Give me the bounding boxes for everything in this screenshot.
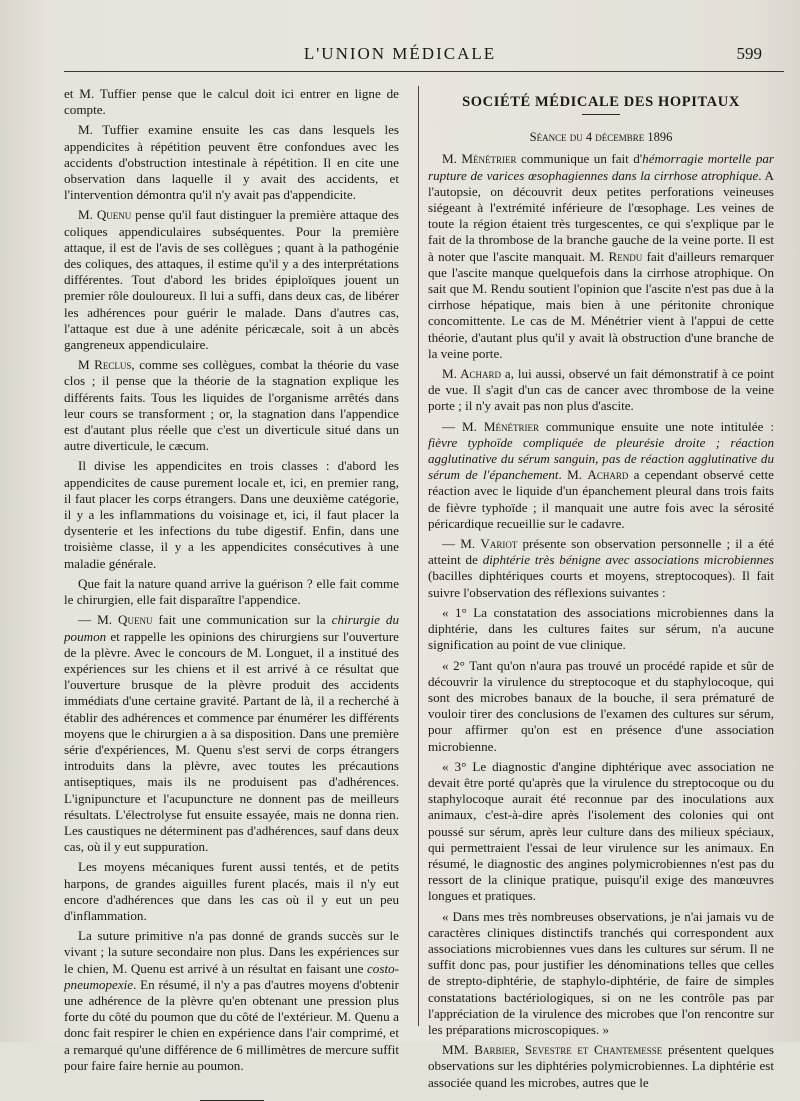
- column-divider: [418, 86, 419, 1026]
- speaker-name: Rendu: [608, 248, 643, 264]
- speaker-name: Variot: [480, 536, 518, 552]
- italic-topic: fièvre typhoïde compliquée de pleurésie droite ; réaction agglutinative du sérum sanguin, pas de réaction agglutinative du sérum de l'épanchement: [428, 434, 774, 483]
- speaker-name: M. Ménétrier: [442, 151, 517, 167]
- paragraph: [428, 536, 774, 601]
- paragraph-text: et M. Tuffier pense que le calcul doit ici entrer en ligne de compte.: [64, 86, 399, 118]
- italic-term: costo-pneumopexie: [64, 960, 399, 992]
- paragraph-text: « 3° Le diagnostic d'angine diphtérique avec association ne devait être porté qu'après que la virulence du streptocoque ou du staphylocoque aurait été reconnue par des inoculations aux animaux, c'est-à-dire après l'isolement des colonies qui ont poussé sur sérum, après leur culture dans des milieux spéciaux, qui permettraient l'essai de leur virulence sur les animaux. En résumé, le diagnostic des angines polymicrobiennes n'est pas du ressort de la clinique pratique, puisqu'il exige des manœuvres longues et pratiques.: [428, 758, 774, 904]
- dash-prefix: — M.: [78, 612, 118, 628]
- paragraph-text: « Dans mes très nombreuses observations, je n'ai jamais vu de caractères cliniques distinctifs tranchés qui correspondent aux associations microbiennes vues dans les cultures sur sérum. Il ne suffit donc pas, pour justifier les dénominations telles que celles de strepto-diphtérie, de staphylo-diphtérie, de faire de simples constatations bactériologiques, si on ne les contrôle pas par l'appréciation de la virulence des microbes que l'on rencontre sur les préparations microscopiques. »: [428, 908, 774, 1037]
- paragraph-text: M. Tuffier examine ensuite les cas dans lesquels les appendicites à répétition peuvent être confondues avec les accidents d'obstruction intestinale à répétition. Il en cite une observation dans laquelle il y avait des accidents, et l'intervention démontra qu'il n'y avait pas d'appendicite.: [64, 122, 399, 203]
- paragraph-text: . A l'autopsie, on découvrit deux petites perforations veineuses siégeant à l'extrémité inférieure de l'œsophage. Les veines de toute la région étaient très turgescentes, ce qui s'explique par le fait de la thrombose de la branche gauche de la veine porte. Il est à noter que l'ascite manquait. M.: [428, 167, 775, 264]
- right-column: [428, 86, 775, 1090]
- paragraph-text: et rappelle les opinions des chirurgiens sur l'ouverture de la plèvre. Avec le concours de M. Longuet, il a institué des expériences sur les chiens et il est arrivé à ce résultat que l'ouverture brusque de la plèvre produit des accidents immédiats d'une certaine gravité. Partant de là, il a recherché à établir des adhérences et commence par énumérer les différents moyens que le chirurgien a à sa disposition. Dans une première série d'expériences, M. Quenu s'est servi de corps étrangers introduits dans la plèvre, avec toutes les précautions antiseptiques, mais ils ne produisent pas d'adhérences. L'ignipuncture et l'acupuncture ne donnent pas de meilleurs résultats. L'électrolyse fut ensuite essayée, mais ne donna rien. Les caustiques ne déterminent pas d'adhérences, sauf dans deux cas, où il y eut suppuration.: [64, 628, 399, 855]
- left-column: [64, 86, 399, 1073]
- paragraph: [428, 366, 774, 415]
- speaker-name: MM. Barbier, Sevestre et Chantemesse: [442, 1042, 663, 1058]
- paragraph: [428, 419, 774, 532]
- paragraph: [64, 86, 399, 118]
- dash-prefix: — M.: [442, 536, 481, 552]
- page-number: 599: [736, 44, 762, 63]
- journal-title: L'UNION MÉDICALE: [303, 44, 497, 63]
- paragraph: [428, 1042, 774, 1091]
- paragraph-text: pense qu'il faut distinguer la première attaque des coliques appendiculaires subséquentes. Pour la première attaque, il est de l'avis de ses collègues ; quant à la pathogénie des coliques, des attaques, il estime qu'il y a des interprétations différentes. Tout d'abord les brides épiploïques jouent un premier rôle douloureux. Il lui a suffi, dans deux cas, de libérer les adhérences pour guérir le malade. Dans d'autres cas, l'attaque est due à une adénite péricæcale, soit à un abcès gangreneux appendiculaire.: [64, 207, 399, 353]
- speaker-name: Ménétrier: [483, 418, 539, 434]
- paragraph: [428, 909, 774, 1039]
- paragraph-text: La suture primitive n'a pas donné de grands succès sur le vivant ; la suture secondaire non plus. Dans les expériences sur le chien, M. Quenu est arrivé à un résultat en faisant une: [64, 928, 399, 976]
- paragraph-text: . M.: [558, 467, 588, 483]
- italic-topic: diphtérie très bénigne avec associations microbiennes: [482, 552, 774, 568]
- paragraph-text: a cependant observé cette réaction avec le liquide d'un épanchement pleural dans trois faits de fièvre typhoïde ; il manquait une autre fois avec la sérosité péricardique recueillie sur le cadavre.: [428, 467, 774, 531]
- paragraph: [64, 207, 399, 353]
- header-rule: [64, 71, 784, 72]
- paragraph-text: communique ensuite une note intitulée :: [539, 418, 774, 434]
- paragraph: [428, 151, 774, 362]
- paragraph-text: « 1° La constatation des associations microbiennes dans la diphtérie, dans les cultures faites sur sérum, n'a aucune signification au point de vue clinique.: [428, 604, 774, 653]
- paragraph: [428, 658, 774, 755]
- paragraph-text: communique un fait d': [516, 151, 643, 167]
- paragraph-text: . En résumé, il n'y a pas d'autres moyens d'obtenir une adhérence de la plèvre qu'en obtenant une pression plus forte du côté du poumon que du côté de l'extérieur. M. Quenu a donc fait respirer le chien en expérience dans l'air comprimé, et a remarqué qu'une différence de 6 millimètres de mercure suffit pour faire faire hernie au poumon.: [64, 976, 399, 1073]
- italic-topic: hémorragie mortelle par rupture de varices œsophagiennes dans la cirrhose atrophique: [428, 151, 775, 183]
- session-date: Séance du 4 décembre 1896: [529, 130, 673, 145]
- paragraph: [64, 357, 399, 454]
- speaker-name: Achard: [587, 467, 629, 483]
- paragraph: [64, 122, 399, 203]
- paragraph: [64, 612, 399, 855]
- speaker-name: Quenu: [118, 612, 153, 628]
- paragraph: [64, 928, 399, 1074]
- running-head: [0, 44, 800, 68]
- speaker-name: M Reclus: [78, 357, 132, 373]
- paragraph-text: Il divise les appendicites en trois classes : d'abord les appendicites de cause purement locale et, ici, en premier rang, il faut placer les corps étrangers. Dans une deuxième catégorie, il y a les inflammations du voisinage et, ici, il faut placer la dysenterie et les infections du tube digestif. Enfin, dans une troisième classe, il y a les appendicites consécutives à une maladie générale.: [64, 458, 399, 571]
- heading-rule: [582, 114, 620, 115]
- paragraph: [428, 759, 774, 905]
- paragraph-text: présente son observation personnelle ; il a été atteint de: [428, 536, 774, 568]
- paragraph: [64, 458, 399, 571]
- speaker-name: M. Achard: [442, 366, 502, 382]
- dash-prefix: — M.: [442, 418, 484, 434]
- paragraph-text: présentent quelques observations sur les diphtéries polymicrobiennes. La diphtérie est associée quand les microbes, autres que le: [428, 1042, 774, 1090]
- italic-topic: chirurgie du poumon: [64, 612, 399, 644]
- paragraph-text: a, lui aussi, observé un fait démonstratif à ce point de vue. Il s'agit d'un cas de cancer avec thrombose de la veine porte ; il n'y avait pas non plus d'ascite.: [428, 366, 774, 414]
- speaker-name: M. Quenu: [78, 207, 132, 223]
- paragraph: [64, 576, 399, 608]
- paragraph: [64, 859, 399, 924]
- paragraph-text: fait une communication sur la: [152, 612, 332, 628]
- paragraph-text: Que fait la nature quand arrive la guérison ? elle fait comme le chirurgien, elle fait disparaître l'appendice.: [64, 575, 399, 608]
- paragraph: [428, 605, 774, 654]
- paragraph-text: fait d'ailleurs remarquer que l'ascite manque quelquefois dans la cirrhose atrophique. On sait que M. Rendu soutient l'opinion que l'ascite n'est pas due à la cirrhose hépatique, mais bien à une péritonite chronique concomittente. Le cas de M. Ménétrier vient à l'appui de cette théorie, d'autant plus qu'il y avait là obstruction d'une branche de la veine porte.: [428, 248, 774, 361]
- paragraph-text: (bacilles diphtériques courts et moyens, streptocoques). Il fait suivre l'observation des réflexions suivantes :: [428, 568, 774, 600]
- section-heading: SOCIÉTÉ MÉDICALE DES HOPITAUX: [462, 94, 740, 110]
- paragraph-text: , comme ses collègues, combat la théorie du vase clos ; il pense que la théorie de la stagnation explique les différents faits. Tous les liquides de l'organisme arrêtés dans leur cours se transforment ; or, la stagnation dans l'appendice est d'autant plus réelle que c'est un diverticule situé dans un autre diverticule, le cæcum.: [64, 357, 399, 454]
- paragraph-text: « 2° Tant qu'on n'aura pas trouvé un procédé rapide et sûr de découvrir la virulence du streptocoque et du staphylocoque, qui sont des microbes banaux de la bouche, il sera prématuré de vouloir tirer des conclusions de l'examen des cultures sur sérum, pour affirmer qu'on est en présence d'une association microbienne.: [428, 657, 774, 754]
- paragraph-text: Les moyens mécaniques furent aussi tentés, et de petits harpons, de grandes aiguilles furent placés, mais il n'y eut encore d'adhérences que dans les cas où il y eut un peu d'inflammation.: [64, 859, 399, 923]
